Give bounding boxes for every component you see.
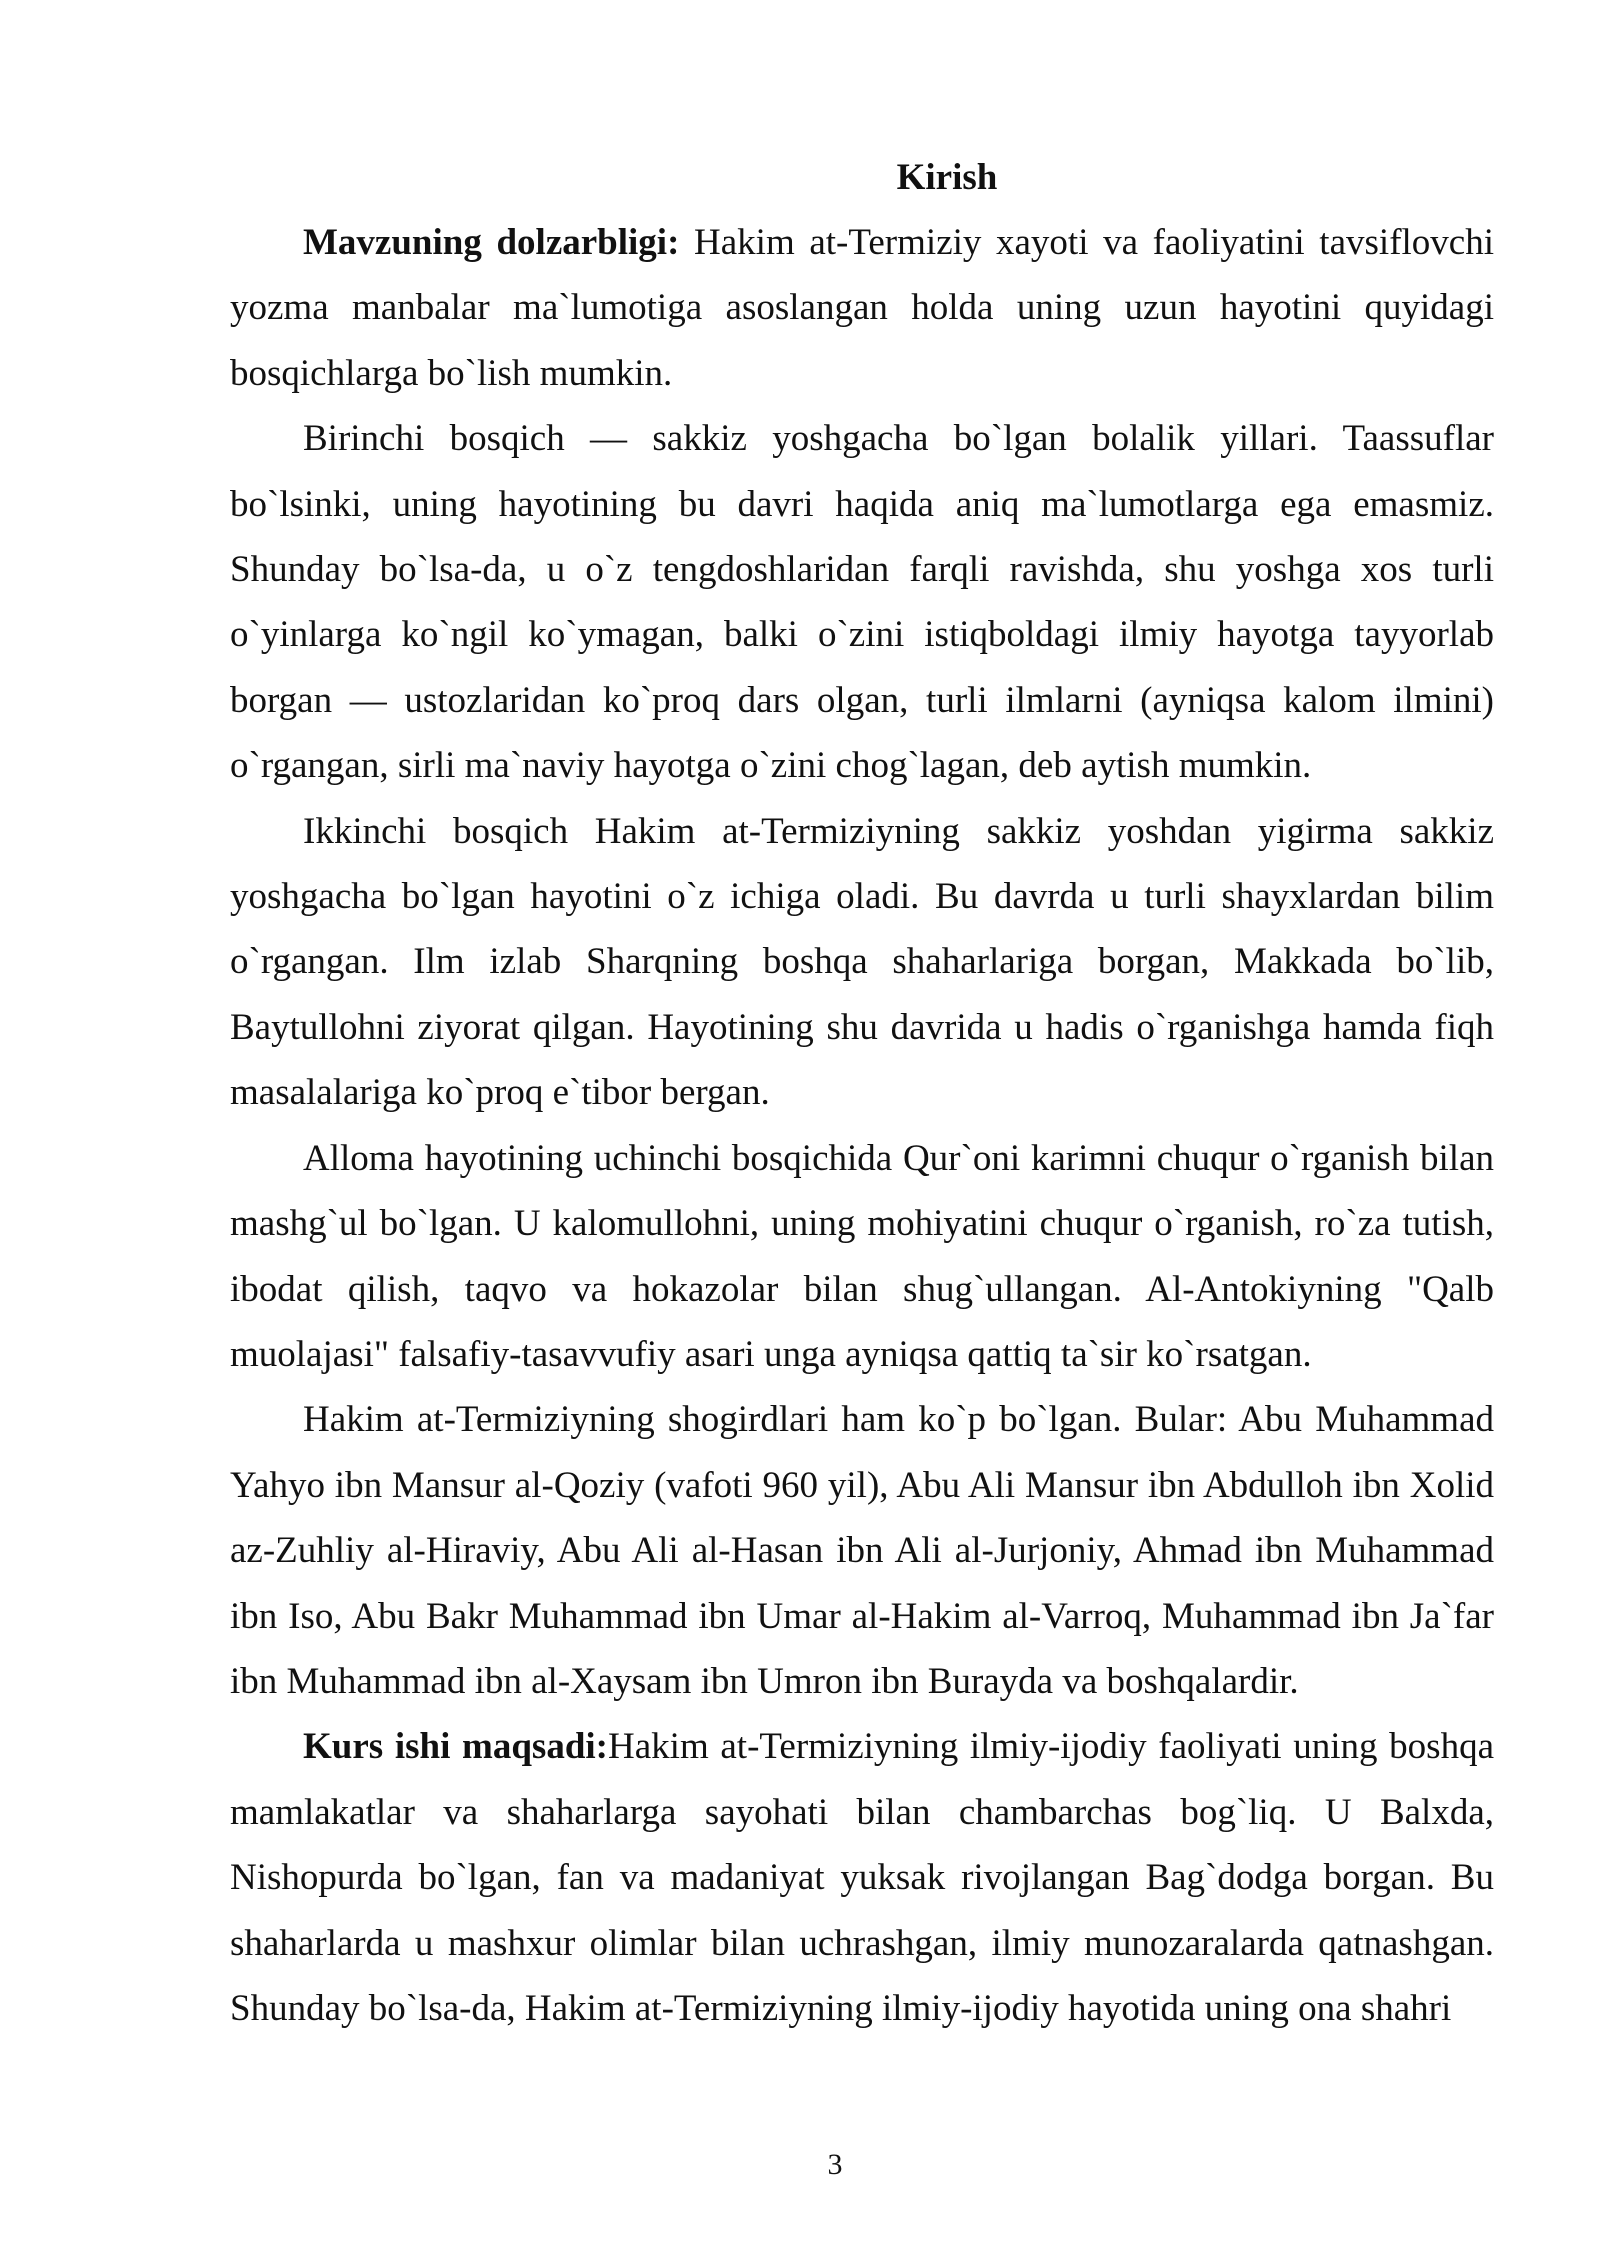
paragraph-text: Hakim at-Termiziyning ilmiy-ijodiy faoliyati uning boshqa mamlakatlar va shaharlarga sayohati bilan chambarchas bog`liq. U Balxda, Nishopurda bo`lgan, fan va madaniyat yuksak rivojlangan Bag`dodga borgan. Bu shaharlarda u mashxur olimlar bilan uchrashgan, ilmiy munozaralarda qatnashgan. Shunday bo`lsa-da, Hakim at-Termiziyning ilmiy-ijodiy hayotida uning ona shahri bbox=[230, 1726, 1494, 2029]
paragraph-students bbox=[230, 1387, 1494, 1714]
paragraph-stage-one bbox=[230, 406, 1494, 798]
page-title: Kirish bbox=[896, 157, 998, 198]
paragraph-lead: Kurs ishi maqsadi: bbox=[303, 1726, 609, 1768]
paragraph-text: Hakim at-Termiziy xayoti va faoliyatini tavsiflovchi yozma manbalar ma`lumotiga asoslangan holda uning uzun hayotini quyidagi bosqichlarga bo`lish mumkin. bbox=[230, 222, 1494, 394]
paragraph-lead: Mavzuning dolzarbligi: bbox=[303, 222, 680, 263]
paragraph-text: Birinchi bosqich — sakkiz yoshgacha bo`lgan bolalik yillari. Taassuflar bo`lsinki, uning hayotining bu davri haqida aniq ma`lumotlarga ega emasmiz. Shunday bo`lsa-da, u o`z tengdoshlaridan farqli ravishda, shu yoshga xos turli o`yinlarga ko`ngil ko`ymagan, balki o`zini istiqboldagi ilmiy hayotga tayyorlab borgan — ustozlaridan ko`proq dars olgan, turli ilmlarni (ayniqsa kalom ilmini) o`rgangan, sirli ma`naviy hayotga o`zini chog`lagan, deb aytish mumkin. bbox=[230, 418, 1494, 787]
paragraph-text: Alloma hayotining uchinchi bosqichida Qur`oni karimni chuqur o`rganish bilan mashg`ul bo`lgan. U kalomullohni, uning mohiyatini chuqur o`rganish, ro`za tutish, ibodat qilish, taqvo va hokazolar bilan shug`ullangan. Al-Antokiyning "Qalb muolajasi" falsafiy-tasavvufiy asari unga ayniqsa qattiq ta`sir ko`rsatgan. bbox=[230, 1137, 1494, 1375]
document-body bbox=[230, 145, 1494, 2041]
page-number: 3 bbox=[827, 2148, 843, 2181]
paragraph-text: Ikkinchi bosqich Hakim at-Termiziyning sakkiz yoshdan yigirma sakkiz yoshgacha bo`lgan hayotini o`z ichiga oladi. Bu davrda u turli shayxlardan bilim o`rgangan. Ilm izlab Sharqning boshqa shaharlariga borgan, Makkada bo`lib, Baytullohni ziyorat qilgan. Hayotining shu davrida u hadis o`rganishga hamda fiqh masalalariga ko`proq e`tibor bergan. bbox=[230, 810, 1494, 1114]
paragraph-stage-two bbox=[230, 799, 1494, 1126]
paragraph-course-goal bbox=[230, 1714, 1494, 2041]
paragraph-text: Hakim at-Termiziyning shogirdlari ham ko`p bo`lgan. Bular: Abu Muhammad Yahyo ibn Mansur al-Qoziy (vafoti 960 yil), Abu Ali Mansur ibn Abdulloh ibn Xolid az-Zuhliy al-Hiraviy, Abu Ali al-Hasan ibn Ali al-Jurjoniy, Ahmad ibn Muhammad ibn Iso, Abu Bakr Muhammad ibn Umar al-Hakim al-Varroq, Muhammad ibn Ja`far ibn Muhammad ibn al-Xaysam ibn Umron ibn Burayda va boshqalardir. bbox=[230, 1399, 1494, 1702]
paragraph-relevance bbox=[230, 210, 1494, 406]
paragraph-stage-three bbox=[230, 1126, 1494, 1388]
